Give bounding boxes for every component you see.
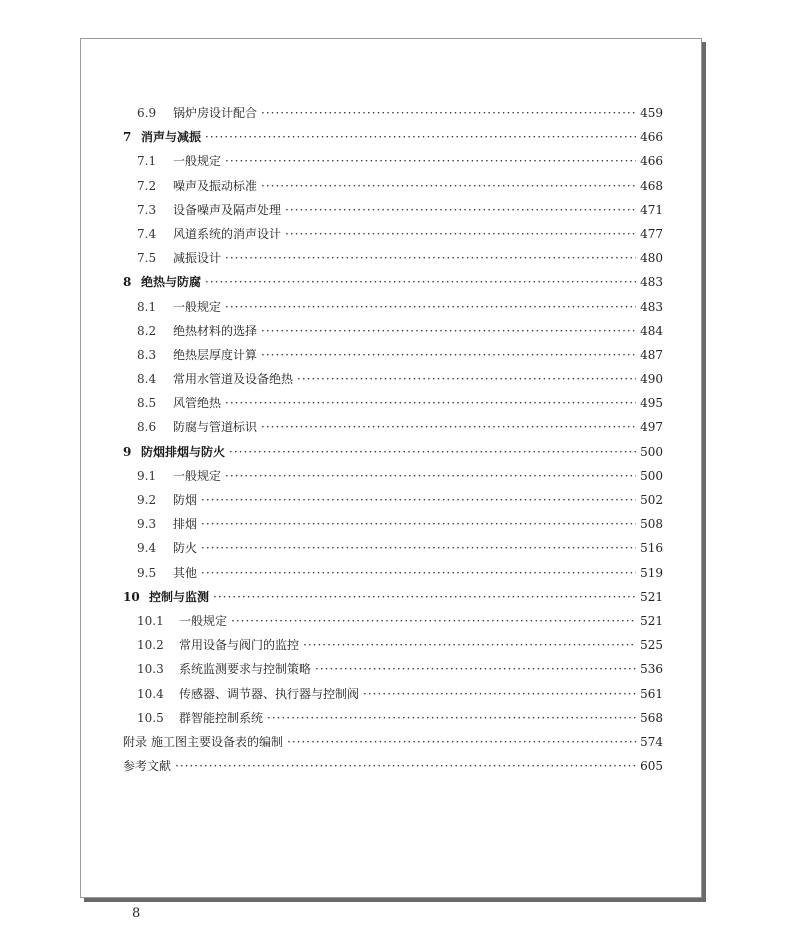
toc-entry-page: 466 <box>640 130 663 145</box>
toc-entry-page: 466 <box>640 154 663 169</box>
toc-entry[interactable] <box>123 754 663 778</box>
toc-entry[interactable] <box>123 561 663 585</box>
toc-entry-title: 风道系统的消声设计 <box>173 226 282 241</box>
toc-entry-title: 消声与减振 <box>141 130 202 145</box>
toc-entry-title: 噪声及振动标准 <box>173 178 258 193</box>
toc-entry-number: 10 <box>123 589 140 604</box>
toc-entry-page: 500 <box>640 468 663 483</box>
toc-entry-title: 施工图主要设备表的编制 <box>151 734 284 749</box>
toc-entry-number: 9.4 <box>137 541 157 556</box>
toc-entry[interactable] <box>123 609 663 633</box>
toc-entry-page: 471 <box>640 202 663 217</box>
dot-leader <box>213 585 636 609</box>
toc-entry-title: 一般规定 <box>173 154 222 169</box>
dot-leader <box>261 319 636 343</box>
dot-leader <box>261 343 636 367</box>
toc-entry[interactable] <box>123 415 663 439</box>
toc-entry-number: 9.2 <box>137 493 157 507</box>
toc-entry-title: 风管绝热 <box>173 396 222 411</box>
toc-entry[interactable] <box>123 682 663 706</box>
dot-leader <box>303 633 636 657</box>
toc-entry-title: 群智能控制系统 <box>179 710 264 725</box>
toc-entry-number: 10.3 <box>137 662 164 677</box>
toc-entry-number: 7.2 <box>137 178 157 193</box>
dot-leader <box>229 440 636 464</box>
toc-entry-page: 561 <box>640 686 663 701</box>
toc-entry-title: 防烟排烟与防火 <box>141 444 226 459</box>
dot-leader <box>225 295 636 319</box>
toc-entry-title: 一般规定 <box>173 299 222 314</box>
toc-entry[interactable] <box>123 198 663 222</box>
toc-entry[interactable] <box>123 101 663 125</box>
dot-leader <box>267 706 636 730</box>
toc-entry-number: 7.5 <box>137 251 157 266</box>
toc-entry[interactable] <box>123 125 663 149</box>
toc-entry-page: 495 <box>640 396 663 411</box>
toc-entry-number: 10.2 <box>137 638 164 653</box>
toc-entry[interactable] <box>123 730 663 754</box>
toc-entry-page: 487 <box>640 347 663 362</box>
dot-leader <box>175 754 636 778</box>
dot-leader <box>225 149 636 173</box>
toc-entry[interactable] <box>123 488 663 512</box>
toc-entry[interactable] <box>123 512 663 536</box>
toc-entry-page: 519 <box>640 565 663 580</box>
toc-entry-number: 9.1 <box>137 468 157 483</box>
toc-entry-page: 477 <box>640 226 663 241</box>
toc-entry-page: 605 <box>640 759 663 774</box>
toc-entry-number: 6.9 <box>137 106 157 120</box>
dot-leader <box>261 415 636 439</box>
dot-leader <box>225 246 636 270</box>
dot-leader <box>315 657 636 681</box>
toc-entry[interactable] <box>123 585 663 609</box>
toc-entry[interactable] <box>123 343 663 367</box>
toc-entry-number: 9 <box>123 444 132 459</box>
toc-entry-number: 7 <box>123 130 132 145</box>
toc-entry-number: 8.1 <box>137 299 157 314</box>
toc-entry-page: 521 <box>640 589 663 604</box>
toc-entry-number: 8 <box>123 275 132 290</box>
toc-entry-page: 568 <box>640 710 663 725</box>
toc-entry-title: 防烟 <box>173 493 198 507</box>
toc-entry-number: 8.2 <box>137 323 157 338</box>
toc-entry-page: 516 <box>640 541 663 556</box>
toc-entry-number: 9.5 <box>137 565 157 580</box>
dot-leader <box>225 391 636 415</box>
toc-entry-number: 10.4 <box>137 686 164 701</box>
toc-entry-page: 521 <box>640 613 663 628</box>
toc-entry-number: 7.3 <box>137 202 157 217</box>
toc-entry-page: 483 <box>640 275 663 290</box>
toc-entry-title: 其他 <box>173 565 198 580</box>
toc-entry-title: 防腐与管道标识 <box>173 420 258 435</box>
dot-leader <box>261 174 636 198</box>
toc-entry[interactable] <box>123 706 663 730</box>
toc-entry-number: 10.1 <box>137 613 164 628</box>
table-of-contents <box>123 101 663 778</box>
toc-entry[interactable] <box>123 222 663 246</box>
toc-entry[interactable] <box>123 174 663 198</box>
dot-leader <box>201 488 636 512</box>
toc-entry-number: 10.5 <box>137 710 164 725</box>
dot-leader <box>231 609 636 633</box>
dot-leader <box>297 367 636 391</box>
toc-entry-title: 控制与监测 <box>149 589 210 604</box>
toc-entry[interactable] <box>123 633 663 657</box>
toc-entry[interactable] <box>123 295 663 319</box>
dot-leader <box>261 101 636 125</box>
toc-entry-page: 480 <box>640 251 663 266</box>
toc-entry-page: 536 <box>640 662 663 677</box>
dot-leader <box>201 561 636 585</box>
toc-entry-title: 绝热与防腐 <box>141 275 202 290</box>
page-number: 8 <box>132 906 141 921</box>
toc-entry-title: 设备噪声及隔声处理 <box>173 202 282 217</box>
toc-entry-number: 8.3 <box>137 347 157 362</box>
dot-leader <box>285 222 636 246</box>
toc-entry-number: 8.5 <box>137 396 157 411</box>
dot-leader <box>201 512 636 536</box>
toc-entry-page: 483 <box>640 299 663 314</box>
toc-entry-page: 500 <box>640 444 663 459</box>
toc-entry-page: 468 <box>640 178 663 193</box>
toc-entry[interactable] <box>123 149 663 173</box>
toc-entry-number: 7.1 <box>137 154 157 169</box>
toc-entry[interactable] <box>123 246 663 270</box>
toc-entry[interactable] <box>123 319 663 343</box>
toc-entry-title: 传感器、调节器、执行器与控制阀 <box>179 686 360 701</box>
toc-entry-title: 一般规定 <box>173 468 222 483</box>
toc-entry-page: 508 <box>640 517 663 532</box>
toc-entry-page: 574 <box>640 734 663 749</box>
dot-leader <box>225 464 636 488</box>
toc-entry-title: 绝热层厚度计算 <box>173 347 258 362</box>
toc-entry-number: 8.4 <box>137 372 157 387</box>
toc-entry-number: 9.3 <box>137 517 157 532</box>
dot-leader <box>205 270 636 294</box>
toc-entry-page: 525 <box>640 638 663 653</box>
toc-entry-title: 防火 <box>173 541 198 556</box>
toc-entry-title: 一般规定 <box>179 613 228 628</box>
dot-leader <box>201 536 636 560</box>
toc-entry-title: 排烟 <box>173 517 198 532</box>
toc-entry[interactable] <box>123 464 663 488</box>
dot-leader <box>285 198 636 222</box>
toc-entry[interactable] <box>123 657 663 681</box>
toc-entry[interactable] <box>123 536 663 560</box>
toc-entry-page: 497 <box>640 420 663 435</box>
dot-leader <box>363 682 636 706</box>
toc-entry-title: 绝热材料的选择 <box>173 323 258 338</box>
toc-entry[interactable] <box>123 440 663 464</box>
toc-entry-page: 490 <box>640 372 663 387</box>
toc-entry-title: 常用设备与阀门的监控 <box>179 638 300 653</box>
toc-entry-title: 参考文献 <box>123 759 172 774</box>
document-page <box>80 38 702 898</box>
toc-entry-page: 459 <box>640 106 663 120</box>
toc-entry-number: 附录 <box>123 734 148 749</box>
toc-entry[interactable] <box>123 270 663 294</box>
toc-entry[interactable] <box>123 391 663 415</box>
toc-entry-number: 8.6 <box>137 420 157 435</box>
toc-entry-page: 484 <box>640 323 663 338</box>
toc-entry-page: 502 <box>640 493 663 507</box>
toc-entry-number: 7.4 <box>137 226 157 241</box>
toc-entry-title: 系统监测要求与控制策略 <box>179 662 312 677</box>
toc-entry[interactable] <box>123 367 663 391</box>
dot-leader <box>287 730 636 754</box>
toc-entry-title: 锅炉房设计配合 <box>173 106 258 120</box>
toc-entry-title: 减振设计 <box>173 251 222 266</box>
toc-entry-title: 常用水管道及设备绝热 <box>173 372 294 387</box>
dot-leader <box>205 125 636 149</box>
